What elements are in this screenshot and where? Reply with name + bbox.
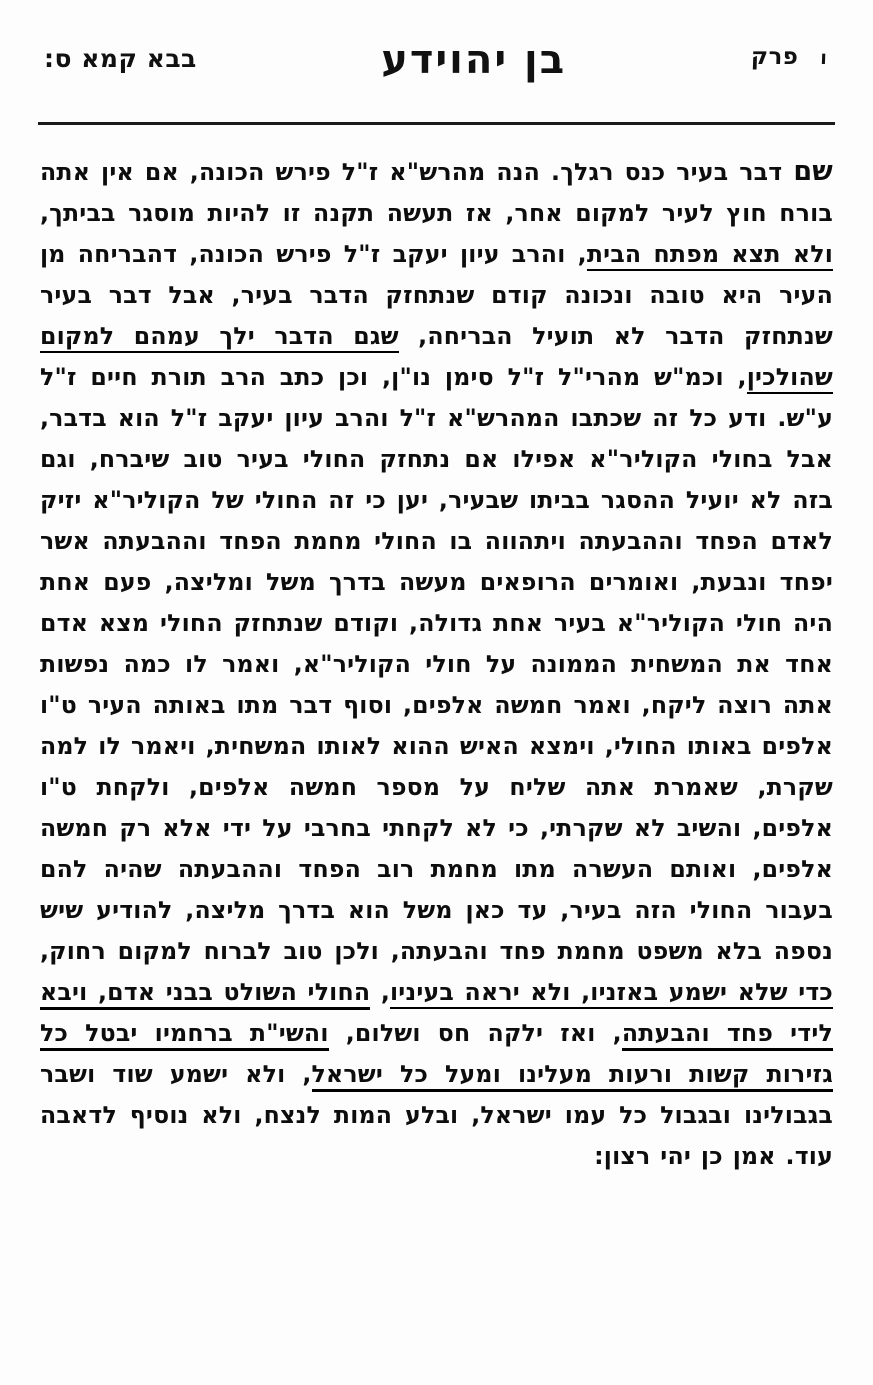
chapter-label: פרק bbox=[750, 44, 799, 70]
underlined-phrase-emphasis: החולי השולט בבני אדם, ויבא לידי פחד והבעתה bbox=[40, 978, 833, 1051]
underlined-phrase: ולא תצא מפתח הבית bbox=[587, 240, 833, 271]
body-text bbox=[34, 151, 839, 1177]
text-run: דבר בעיר כנס רגלך. הנה מהרש"א ז"ל פירש הכונה, אם אין אתה בורח חוץ לעיר למקום אחר, אז תעשה תקנה זו להיות מוסגר בביתך, bbox=[40, 158, 833, 227]
text-run: , ואז ילקה חס ושלום, bbox=[328, 1019, 622, 1047]
text-run: , והרב עיון יעקב ז"ל פירש הכונה, דהבריחה מן העיר היא טובה ונכונה קודם שנתחזק הדבר בעיר, אבל דבר בעיר שנתחזק הדבר לא תועיל הבריחה, bbox=[40, 240, 833, 350]
page-header bbox=[34, 37, 839, 116]
underlined-phrase-emphasis: והשי"ת ברחמיו יבטל כל גזירות קשות ורעות מעלינו ומעל כל ישראל bbox=[40, 1019, 833, 1092]
text-run: , bbox=[370, 978, 390, 1006]
book-title: בן יהוידע bbox=[381, 37, 567, 83]
header-right-group bbox=[750, 44, 827, 70]
chapter-number: ו bbox=[819, 47, 828, 69]
paragraph bbox=[40, 151, 833, 1177]
lead-word: שם bbox=[793, 156, 833, 187]
text-run: , וכמ"ש מהרי"ל ז"ל סימן נו"ן, וכן כתב הרב תורת חיים ז"ל ע"ש. ודע כל זה שכתבו המהרש"א ז"ל והרב עיון יעקב ז"ל הוא בדבר, אבל בחולי הקוליר"א אפילו אם נתחזק החולי בעיר טוב שיברח, וגם בזה לא יועיל ההסגר בביתו שבעיר, יען כי זה החולי של הקוליר"א יזיק לאדם הפחד וההבעתה ויתהווה בו החולי מחמת הפחד וההבעתה אשר יפחד ונבעת, ואומרים הרופאים מעשה בדרך משל ומליצה, פעם אחת היה חולי הקוליר"א בעיר אחת גדולה, וקודם שנתחזק החולי מצא אדם אחד את המשחית הממונה על חולי הקוליר"א, ואמר לו כמה נפשות אתה רוצה ליקח, ואמר חמשה אלפים, וסוף דבר מתו באותה העיר ט"ו אלפים באותו החולי, וימצא האיש ההוא לאותו המשחית, ויאמר לו למה שקרת, שאמרת אתה שליח על מספר חמשה אלפים, ולקחת ט"ו אלפים, והשיב לא שקרתי, כי לא לקחתי בחרבי על ידי אלא רק חמשה אלפים, ואותם העשרה מתו מחמת רוב הפחד וההבעתה שהיה להם בעבור החולי הזה בעיר, עד כאן משל הוא בדרך מליצה, להודיע שיש נספה בלא משפט מחמת פחד והבעתה, ולכן טוב לברוח למקום רחוק, bbox=[40, 363, 833, 965]
text-run: , ולא ישמע שוד ושבר בגבולינו ובגבול כל עמו ישראל, ובלע המות לנצח, ולא נוסיף לדאבה עוד. אמן כן יהי רצון: bbox=[40, 1060, 833, 1170]
underlined-phrase: שגם הדבר ילך עמהם למקום שהולכין bbox=[40, 322, 833, 394]
underlined-phrase: כדי שלא ישמע באזניו, ולא יראה בעיניו bbox=[390, 978, 833, 1009]
tractate-reference: בבא קמא ס: bbox=[44, 44, 197, 73]
header-divider bbox=[38, 122, 835, 125]
